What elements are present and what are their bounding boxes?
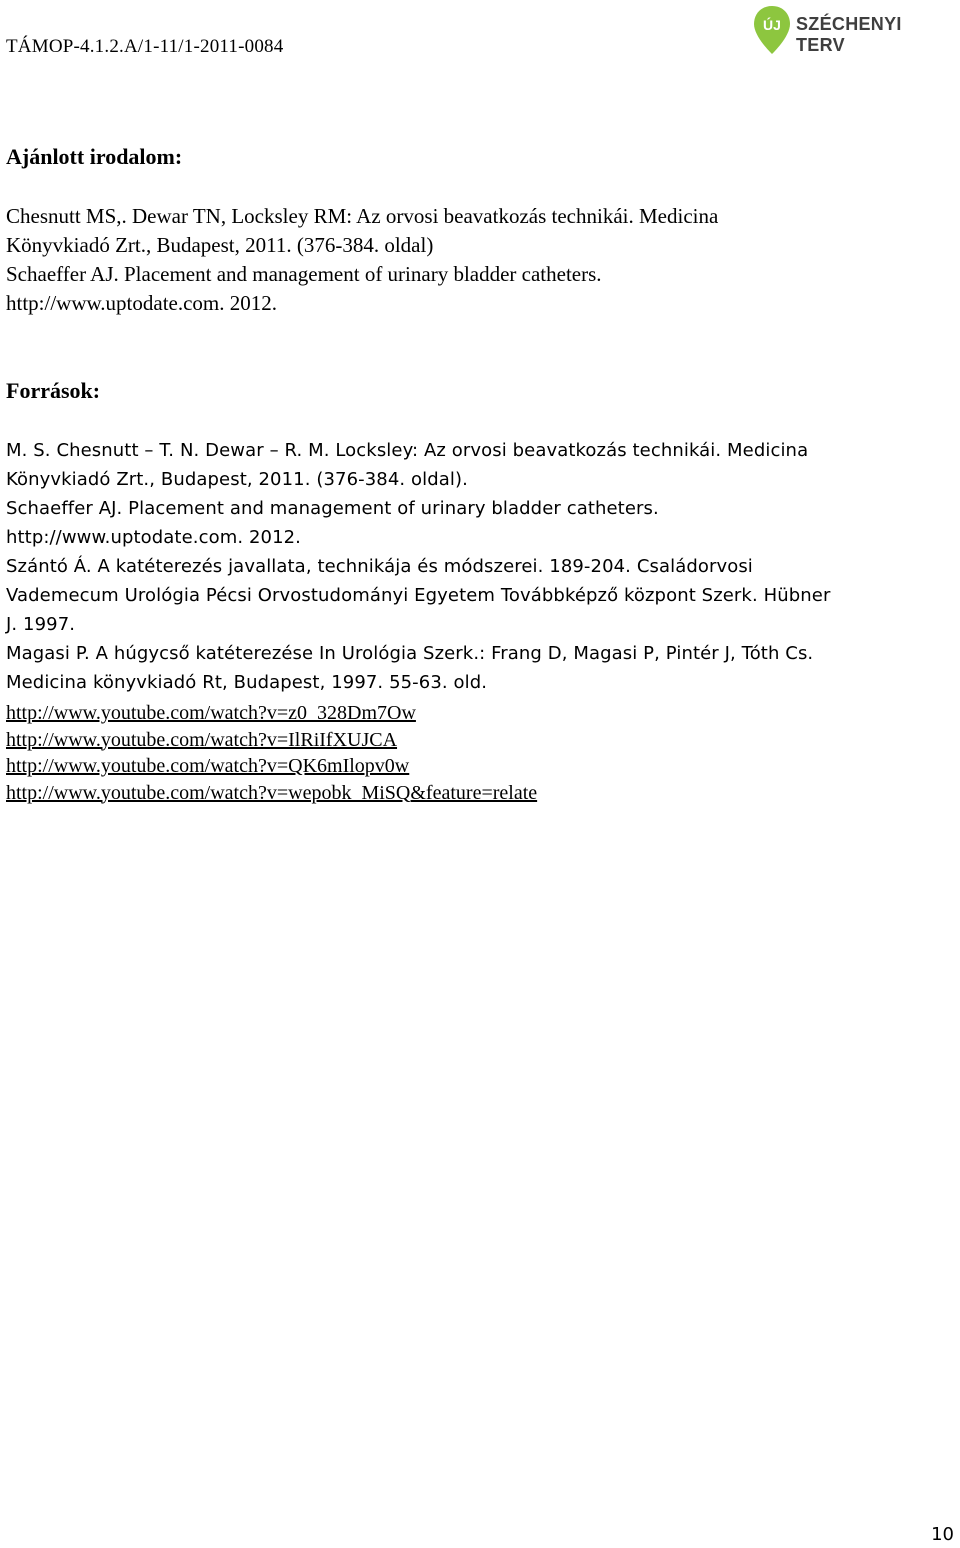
- reference-line: Chesnutt MS,. Dewar TN, Locksley RM: Az orvosi beavatkozás technikái. Medicina: [6, 204, 719, 228]
- youtube-link[interactable]: http://www.youtube.com/watch?v=wepobk_MiSQ&feature=relate: [6, 781, 538, 804]
- source-line: M. S. Chesnutt – T. N. Dewar – R. M. Locksley: Az orvosi beavatkozás technikái. Medicina: [6, 440, 809, 461]
- source-line: Magasi P. A húgycső katéterezése In Urológia Szerk.: Frang D, Magasi P, Pintér J, Tóth Cs.: [6, 643, 814, 664]
- source-line: http://www.uptodate.com. 2012.: [6, 527, 302, 548]
- recommended-reading-list: [6, 202, 954, 318]
- reference-line: http://www.uptodate.com. 2012.: [6, 291, 278, 315]
- youtube-link[interactable]: http://www.youtube.com/watch?v=QK6mIlopv0w: [6, 755, 410, 777]
- sources-list: [6, 436, 954, 697]
- youtube-link[interactable]: http://www.youtube.com/watch?v=IlRiIfXUJCA: [6, 728, 398, 751]
- source-line: Könyvkiadó Zrt., Budapest, 2011. (376-384. oldal).: [6, 469, 468, 490]
- recommended-reading-heading: Ajánlott irodalom:: [6, 144, 183, 169]
- reference-line: Könyvkiadó Zrt., Budapest, 2011. (376-384. oldal): [6, 233, 434, 257]
- project-code: TÁMOP-4.1.2.A/1-11/1-2011-0084: [6, 36, 284, 57]
- source-line: Szántó Á. A katéterezés javallata, technikája és módszerei. 189-204. Családorvosi: [6, 556, 753, 577]
- page-number: 10: [931, 1524, 954, 1545]
- reference-line: Schaeffer AJ. Placement and management of urinary bladder catheters.: [6, 262, 602, 286]
- sources-heading: Források:: [6, 378, 101, 403]
- video-links: [6, 700, 537, 806]
- source-line: J. 1997.: [6, 614, 76, 635]
- youtube-link[interactable]: http://www.youtube.com/watch?v=z0_328Dm7Ow: [6, 702, 416, 724]
- source-line: Schaeffer AJ. Placement and management of urinary bladder catheters.: [6, 498, 659, 519]
- source-line: Vademecum Urológia Pécsi Orvostudományi Egyetem Továbbképző központ Szerk. Hübner: [6, 585, 831, 606]
- szechenyi-terv-logo: [752, 4, 952, 60]
- source-line: Medicina könyvkiadó Rt, Budapest, 1997. 55-63. old.: [6, 672, 488, 693]
- logo-badge: ÚJ: [763, 17, 781, 33]
- logo-text: SZÉCHENYI TERV: [796, 14, 902, 55]
- map-pin-icon: [752, 4, 792, 60]
